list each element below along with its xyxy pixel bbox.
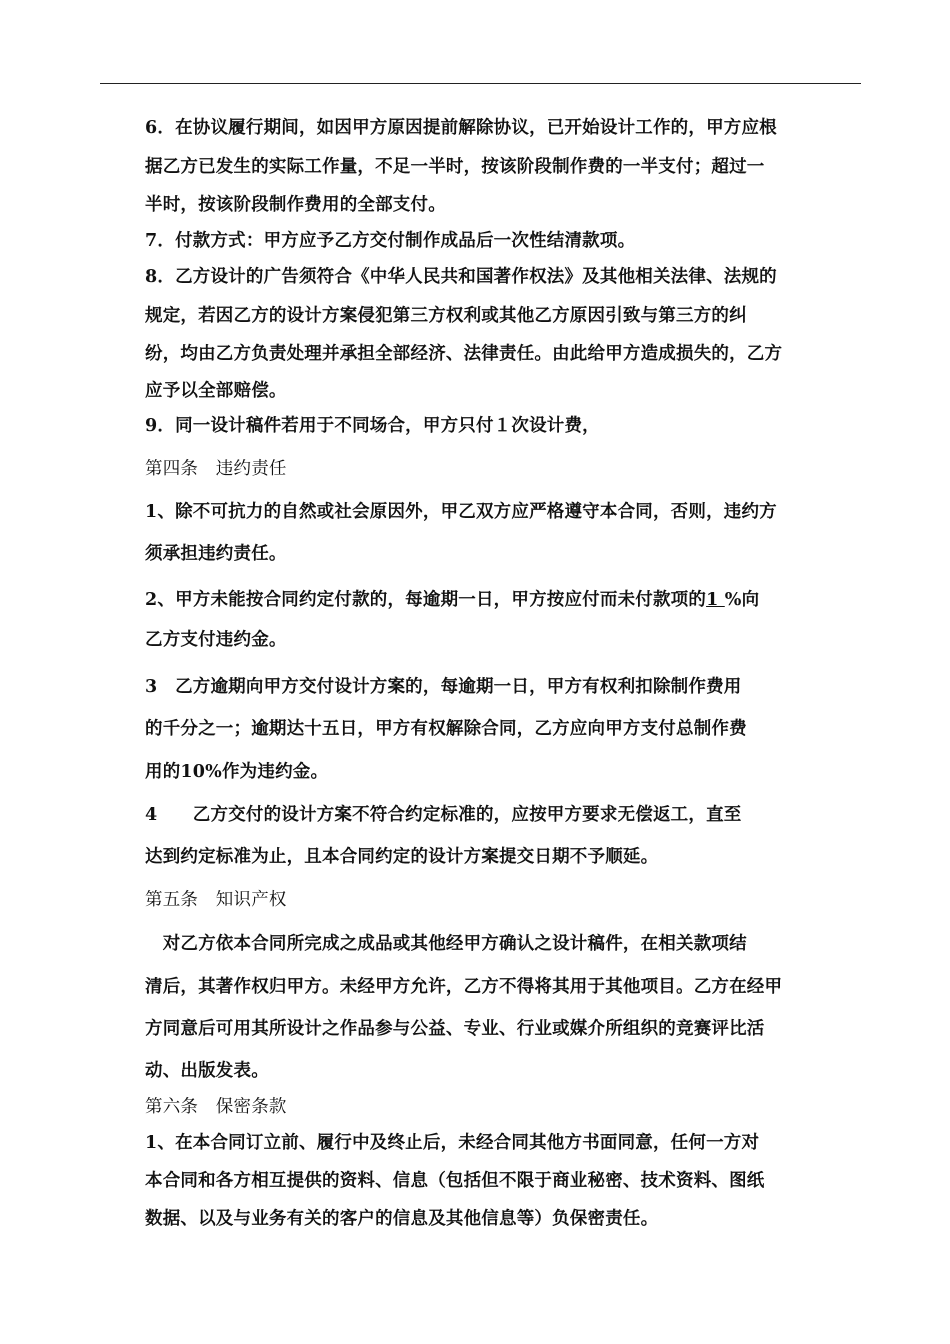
text-line: 清后，其著作权归甲方。未经甲方允许，乙方不得将其用于其他项目。乙方在经甲 <box>145 977 783 997</box>
text-segment: 2、甲方未能按合同约定付款的，每逾期一日，甲方按应付而未付款项的 <box>145 590 707 610</box>
text-line: 对乙方依本合同所完成之成品或其他经甲方确认之设计稿件，在相关款项结 <box>145 934 747 954</box>
text-line: 乙方支付违约金。 <box>145 630 287 650</box>
text-line: 据乙方已发生的实际工作量，不足一半时，按该阶段制作费的一半支付；超过一 <box>145 157 765 177</box>
text-line: 方同意后可用其所设计之作品参与公益、专业、行业或媒介所组织的竞赛评比活 <box>145 1019 765 1039</box>
text-line <box>145 587 865 613</box>
text-segment: %向 <box>724 590 760 610</box>
text-line: 1、除不可抗力的自然或社会原因外，甲乙双方应严格遵守本合同，否则，违约方 <box>145 502 777 522</box>
text-line: 数据、以及与业务有关的客户的信息及其他信息等）负保密责任。 <box>145 1209 659 1229</box>
text-line: 应予以全部赔偿。 <box>145 381 287 401</box>
text-line: 8．乙方设计的广告须符合《中华人民共和国著作权法》及其他相关法律、法规的 <box>145 267 777 287</box>
text-line: 动、出版发表。 <box>145 1061 269 1081</box>
header-rule <box>100 83 861 84</box>
text-line: 用的10%作为违约金。 <box>145 762 329 782</box>
text-line: 1、在本合同订立前、履行中及终止后，未经合同其他方书面同意，任何一方对 <box>145 1133 760 1153</box>
text-line: 纷，均由乙方负责处理并承担全部经济、法律责任。由此给甲方造成损失的，乙方 <box>145 344 783 364</box>
text-line: 6．在协议履行期间，如因甲方原因提前解除协议，已开始设计工作的，甲方应根 <box>145 118 777 138</box>
text-line: 本合同和各方相互提供的资料、信息（包括但不限于商业秘密、技术资料、图纸 <box>145 1171 765 1191</box>
text-line: 半时，按该阶段制作费用的全部支付。 <box>145 195 446 215</box>
section-heading: 第六条 保密条款 <box>145 1097 287 1117</box>
text-line: 9．同一设计稿件若用于不同场合，甲方只付１次设计费， <box>145 416 600 436</box>
section-heading: 第四条 违约责任 <box>145 459 287 479</box>
text-line: 达到约定标准为止，且本合同约定的设计方案提交日期不予顺延。 <box>145 847 659 867</box>
text-line: 规定，若因乙方的设计方案侵犯第三方权利或其他乙方原因引致与第三方的纠 <box>145 306 747 326</box>
text-line: 须承担违约责任。 <box>145 544 287 564</box>
text-line: 3 乙方逾期向甲方交付设计方案的，每逾期一日，甲方有权利扣除制作费用 <box>145 677 742 697</box>
underlined-rate: 1 <box>706 590 725 610</box>
text-line: 7．付款方式：甲方应予乙方交付制作成品后一次性结清款项。 <box>145 231 636 251</box>
text-line: 的千分之一；逾期达十五日，甲方有权解除合同，乙方应向甲方支付总制作费 <box>145 719 747 739</box>
text-line: 4 乙方交付的设计方案不符合约定标准的，应按甲方要求无偿返工，直至 <box>145 805 742 825</box>
section-heading: 第五条 知识产权 <box>145 890 287 910</box>
